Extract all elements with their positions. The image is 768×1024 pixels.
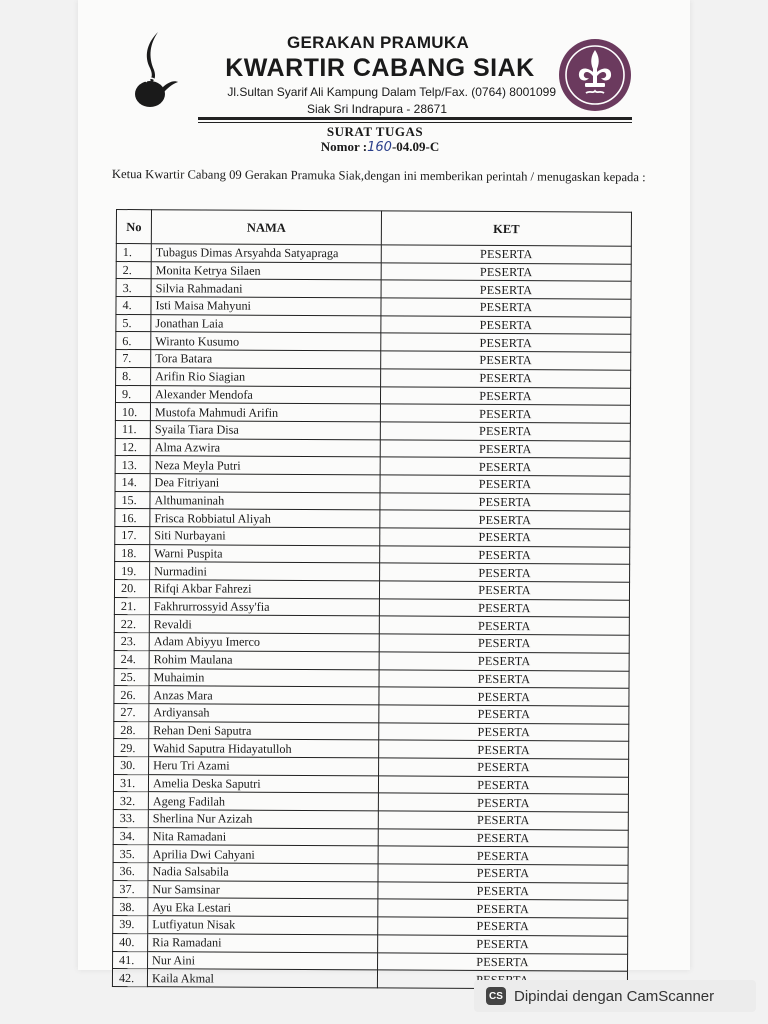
cell-no: 26.: [114, 686, 149, 704]
cell-no: 4.: [116, 297, 151, 315]
cell-no: 2.: [116, 261, 151, 279]
intro-paragraph: Ketua Kwartir Cabang 09 Gerakan Pramuka Siak,dengan ini memberikan perintah / menugaskan kepada :: [111, 166, 646, 185]
cell-no: 11.: [115, 420, 150, 438]
cell-no: 24.: [114, 650, 149, 668]
cell-nama: Dea Fitriyani: [150, 474, 380, 493]
cell-nama: Nurmadini: [150, 562, 380, 581]
cell-ket: PESERTA: [380, 439, 630, 458]
cell-no: 37.: [113, 880, 148, 898]
camscanner-icon: CS: [486, 987, 506, 1005]
cell-ket: PESERTA: [380, 546, 630, 565]
cell-ket: PESERTA: [381, 316, 631, 335]
cell-ket: PESERTA: [380, 404, 630, 423]
cell-ket: PESERTA: [379, 740, 629, 759]
cell-no: 29.: [114, 739, 149, 757]
cell-ket: PESERTA: [380, 510, 630, 529]
cell-nama: Ardiyansah: [149, 704, 379, 723]
cell-ket: PESERTA: [380, 422, 630, 441]
camscanner-label: Dipindai dengan CamScanner: [514, 987, 715, 1005]
cell-no: 17.: [115, 526, 150, 544]
cell-nama: Revaldi: [149, 615, 379, 634]
cell-nama: Ayu Eka Lestari: [148, 898, 378, 917]
cell-nama: Monita Ketrya Silaen: [151, 261, 381, 280]
cell-nama: Kaila Akmal: [147, 969, 377, 988]
table-header-row: [116, 210, 631, 247]
cell-nama: Anzas Mara: [149, 686, 379, 705]
header-ket: KET: [381, 211, 631, 246]
cell-nama: Arifin Rio Siagian: [151, 367, 381, 386]
cell-no: 30.: [114, 756, 149, 774]
cell-ket: PESERTA: [380, 457, 630, 476]
org-name-line1: GERAKAN PRAMUKA: [286, 33, 470, 52]
cell-nama: Nur Aini: [148, 951, 378, 970]
cell-no: 14.: [115, 473, 150, 491]
cell-no: 36.: [113, 863, 148, 881]
cell-no: 18.: [115, 544, 150, 562]
cell-ket: PESERTA: [381, 333, 631, 352]
cell-ket: PESERTA: [380, 528, 630, 547]
document-number-prefix: Nomor :: [320, 139, 368, 154]
cell-no: 33.: [113, 809, 148, 827]
address-line1: Jl.Sultan Syarif Ali Kampung Dalam Telp/Fax. (0764) 8001099: [227, 85, 556, 99]
cell-nama: Ria Ramadani: [148, 933, 378, 952]
cell-ket: PESERTA: [380, 386, 630, 405]
cell-ket: PESERTA: [378, 882, 628, 901]
table-body: [112, 244, 631, 990]
cell-nama: Althumaninah: [150, 491, 380, 510]
cell-no: 25.: [114, 668, 149, 686]
cell-no: 28.: [114, 721, 149, 739]
scout-fleur-de-lis-emblem-icon: [558, 38, 632, 112]
cell-nama: Lutfiyatun Nisak: [148, 916, 378, 935]
cell-no: 32.: [113, 792, 148, 810]
participant-table: [112, 209, 632, 990]
cell-no: 38.: [113, 898, 148, 916]
document-number-handwritten: 160: [367, 140, 392, 155]
cell-nama: Alma Azwira: [150, 438, 380, 457]
cell-ket: PESERTA: [378, 917, 628, 936]
cell-no: 16.: [115, 509, 150, 527]
cell-no: 6.: [116, 332, 151, 350]
header-no: No: [116, 210, 151, 244]
cell-ket: PESERTA: [378, 776, 628, 795]
cell-no: 27.: [114, 703, 149, 721]
header-nama: NAMA: [151, 210, 381, 245]
cell-ket: PESERTA: [378, 793, 628, 812]
cell-nama: Rohim Maulana: [149, 650, 379, 669]
cell-nama: Ageng Fadilah: [148, 792, 378, 811]
cell-ket: PESERTA: [379, 687, 629, 706]
cell-no: 41.: [113, 951, 148, 969]
cell-nama: Aprilia Dwi Cahyani: [148, 845, 378, 864]
cell-ket: PESERTA: [380, 493, 630, 512]
cell-ket: PESERTA: [380, 475, 630, 494]
cell-nama: Frisca Robbiatul Aliyah: [150, 509, 380, 528]
cell-nama: Nadia Salsabila: [148, 863, 378, 882]
cell-ket: PESERTA: [379, 669, 629, 688]
cell-nama: Nita Ramadani: [148, 827, 378, 846]
address-line2: Siak Sri Indrapura - 28671: [306, 102, 448, 116]
tunas-kelapa-icon: [128, 30, 180, 112]
cell-ket: PESERTA: [381, 280, 631, 299]
document-number-suffix: -04.09-C: [391, 139, 440, 154]
org-name-line2: KWARTIR CABANG SIAK: [225, 54, 535, 82]
cell-nama: Adam Abiyyu Imerco: [149, 633, 379, 652]
cell-ket: PESERTA: [381, 351, 631, 370]
cell-no: 35.: [113, 845, 148, 863]
cell-no: 19.: [115, 562, 150, 580]
cell-no: 7.: [116, 350, 151, 368]
cell-ket: PESERTA: [378, 811, 628, 830]
cell-no: 20.: [114, 580, 149, 598]
cell-nama: Wahid Saputra Hidayatulloh: [149, 739, 379, 758]
document-number: [290, 139, 470, 155]
cell-no: 39.: [113, 916, 148, 934]
cell-nama: Wiranto Kusumo: [151, 332, 381, 351]
cell-no: 1.: [116, 244, 151, 262]
cell-nama: Muhaimin: [149, 668, 379, 687]
cell-no: 12.: [115, 438, 150, 456]
letterhead-divider: [198, 117, 632, 120]
cell-no: 40.: [113, 933, 148, 951]
cell-ket: PESERTA: [378, 935, 628, 954]
cell-nama: Nur Samsinar: [148, 880, 378, 899]
cell-nama: Tubagus Dimas Arsyahda Satyapraga: [151, 244, 381, 263]
cell-ket: PESERTA: [380, 563, 630, 582]
cell-nama: Fakhrurrossyid Assy'fia: [149, 597, 379, 616]
cell-ket: PESERTA: [378, 952, 628, 971]
cell-no: 23.: [114, 633, 149, 651]
cell-ket: PESERTA: [379, 634, 629, 653]
cell-ket: PESERTA: [378, 899, 628, 918]
cell-nama: Tora Batara: [151, 350, 381, 369]
cell-ket: PESERTA: [379, 652, 629, 671]
letterhead-divider-thin: [198, 122, 632, 123]
cell-no: 34.: [113, 827, 148, 845]
cell-nama: Neza Meyla Putri: [150, 456, 380, 475]
cell-ket: PESERTA: [378, 864, 628, 883]
cell-nama: Rifqi Akbar Fahrezi: [149, 580, 379, 599]
cell-ket: PESERTA: [379, 758, 629, 777]
cell-nama: Amelia Deska Saputri: [148, 774, 378, 793]
cell-no: 21.: [114, 597, 149, 615]
cell-no: 9.: [115, 385, 150, 403]
cell-ket: PESERTA: [379, 722, 629, 741]
cell-nama: Rehan Deni Saputra: [149, 721, 379, 740]
cell-no: 31.: [113, 774, 148, 792]
cell-ket: PESERTA: [379, 705, 629, 724]
cell-nama: Sherlina Nur Azizah: [148, 810, 378, 829]
document-title: SURAT TUGAS: [326, 124, 424, 139]
cell-ket: PESERTA: [378, 829, 628, 848]
cell-no: 5.: [116, 314, 151, 332]
cell-nama: Silvia Rahmadani: [151, 279, 381, 298]
cell-nama: Siti Nurbayani: [150, 527, 380, 546]
cell-ket: PESERTA: [381, 298, 631, 317]
cell-ket: PESERTA: [381, 263, 631, 282]
cell-nama: Heru Tri Azami: [149, 757, 379, 776]
cell-ket: PESERTA: [381, 245, 631, 264]
cell-ket: PESERTA: [379, 581, 629, 600]
cell-nama: Alexander Mendofa: [150, 385, 380, 404]
cell-nama: Warni Puspita: [150, 544, 380, 563]
cell-no: 8.: [116, 367, 151, 385]
cell-ket: PESERTA: [378, 846, 628, 865]
cell-nama: Jonathan Laia: [151, 314, 381, 333]
cell-no: 22.: [114, 615, 149, 633]
cell-no: 13.: [115, 456, 150, 474]
cell-ket: PESERTA: [381, 369, 631, 388]
cell-no: 10.: [115, 403, 150, 421]
cell-ket: PESERTA: [379, 616, 629, 635]
cell-nama: Isti Maisa Mahyuni: [151, 297, 381, 316]
cell-nama: Mustofa Mahmudi Arifin: [150, 403, 380, 422]
cell-nama: Syaila Tiara Disa: [150, 421, 380, 440]
camscanner-badge: [474, 980, 756, 1012]
cell-ket: PESERTA: [379, 599, 629, 618]
cell-no: 15.: [115, 491, 150, 509]
cell-no: 3.: [116, 279, 151, 297]
cell-no: 42.: [112, 969, 147, 987]
